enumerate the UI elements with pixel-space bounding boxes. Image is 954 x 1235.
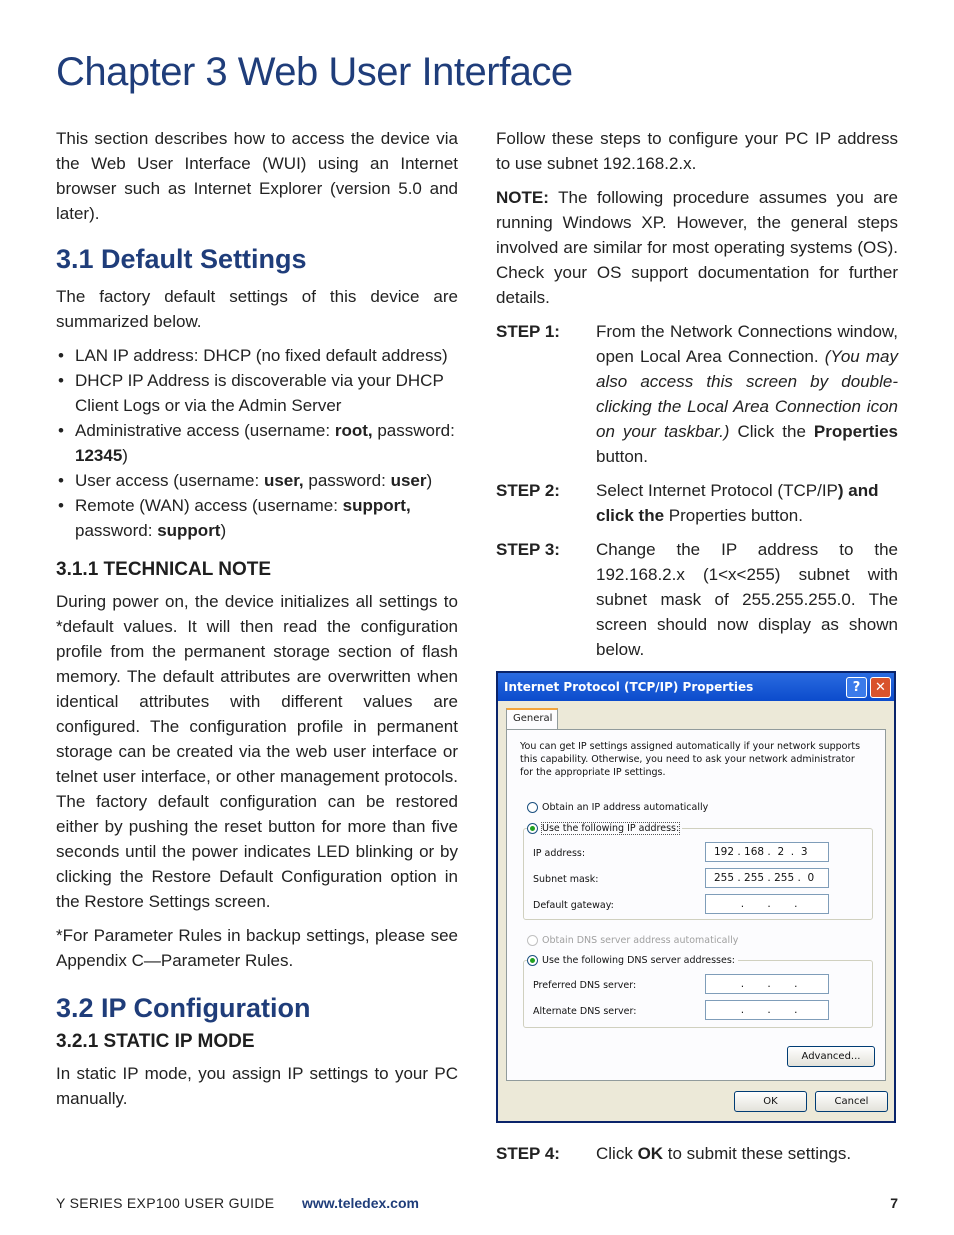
default-settings-list xyxy=(56,343,458,543)
static-ip-paragraph: In static IP mode, you assign IP settings to your PC manually. xyxy=(56,1064,458,1108)
radio-label: Use the following IP address: xyxy=(542,823,680,834)
step-text xyxy=(596,478,898,528)
default-gateway-label: Default gateway: xyxy=(533,900,614,911)
use-following-dns-option[interactable] xyxy=(527,955,738,966)
note-text: The following procedure assumes you are running Windows XP. However, the general steps involved are similar for most operating systems (OS). Check your OS support documentation for further details. xyxy=(496,188,898,307)
list-item-text: ) xyxy=(220,521,227,540)
obtain-ip-auto-option[interactable] xyxy=(527,802,708,813)
dialog-title: Internet Protocol (TCP/IP) Properties xyxy=(504,680,754,694)
step-italic-text: (You may also access this screen by double-clicking the Local Area Connection icon on your taskbar.) xyxy=(596,347,899,441)
step-text xyxy=(596,1141,898,1166)
list-item-text: password: xyxy=(303,471,391,490)
dialog-titlebar xyxy=(498,673,894,701)
tab-general[interactable]: General xyxy=(506,708,558,730)
username-value: root, xyxy=(334,421,373,440)
radio-label: Obtain an IP address automatically xyxy=(542,802,709,813)
step-label: STEP 3: xyxy=(496,540,560,559)
username-value: user, xyxy=(263,471,304,490)
subnet-mask-label: Subnet mask: xyxy=(533,874,599,885)
radio-button-icon[interactable] xyxy=(527,955,538,966)
radio-button-icon[interactable] xyxy=(527,935,538,946)
general-tab-panel xyxy=(506,729,886,1081)
right-column xyxy=(496,126,898,1175)
ip-address-label: IP address: xyxy=(533,848,586,859)
footer-guide-title: Y SERIES EXP100 USER GUIDE xyxy=(56,1195,275,1211)
cancel-button[interactable]: Cancel xyxy=(815,1091,888,1112)
static-ip-mode-heading: 3.2.1 STATIC IP MODE xyxy=(56,1031,255,1052)
ok-button[interactable]: OK xyxy=(734,1091,807,1112)
list-item-text: Remote (WAN) access (username: xyxy=(75,496,343,515)
list-item-text: ) xyxy=(426,471,433,490)
close-icon[interactable]: ✕ xyxy=(870,677,891,698)
step-1 xyxy=(496,319,898,469)
list-item-text: password: xyxy=(75,521,158,540)
list-item-text: User access (username: xyxy=(75,471,264,490)
step-text xyxy=(596,319,898,469)
default-gateway-field[interactable]: . . . xyxy=(705,894,829,914)
alternate-dns-field[interactable]: . . . xyxy=(705,1000,829,1020)
password-value: 12345 xyxy=(75,446,123,465)
use-following-ip-option[interactable] xyxy=(527,823,682,834)
radio-label: Obtain DNS server address automatically xyxy=(542,935,739,946)
left-column xyxy=(56,126,458,1120)
chapter-title: Chapter 3 Web User Interface xyxy=(56,50,573,94)
parameter-rules-footnote: *For Parameter Rules in backup settings, please see Appendix C—Parameter Rules. xyxy=(56,926,458,970)
step-label: STEP 4: xyxy=(496,1144,560,1163)
technical-note-heading: 3.1.1 TECHNICAL NOTE xyxy=(56,559,272,580)
ip-address-field[interactable]: 192 . 168 . 2 . 3 xyxy=(705,842,829,862)
radio-button-icon[interactable] xyxy=(527,823,538,834)
step-text-part: Click xyxy=(596,1144,638,1163)
step-4 xyxy=(496,1141,898,1166)
dialog-description: You can get IP settings assigned automatically if your network supports this capability. Otherwise, you need to ask your network administrator for the appropriate IP settings. xyxy=(520,741,861,778)
list-item-text: ) xyxy=(122,446,128,465)
list-item xyxy=(56,368,458,418)
step-bold-text: OK xyxy=(637,1144,664,1163)
subnet-mask-field[interactable]: 255 . 255 . 255 . 0 xyxy=(705,868,829,888)
footer-website-link[interactable]: www.teledex.com xyxy=(302,1195,419,1211)
preferred-dns-field[interactable]: . . . xyxy=(705,974,829,994)
list-item xyxy=(56,418,458,468)
step-text-part: button. xyxy=(596,447,648,466)
step-label: STEP 1: xyxy=(496,322,560,341)
preferred-dns-label: Preferred DNS server: xyxy=(533,980,637,991)
obtain-dns-auto-option[interactable] xyxy=(527,935,738,946)
radio-label: Use the following DNS server addresses: xyxy=(542,955,735,966)
list-item-text: DHCP IP Address is discoverable via your DHCP Client Logs or via the Admin Server xyxy=(75,371,444,415)
help-icon[interactable]: ? xyxy=(846,677,867,698)
step-3 xyxy=(496,537,898,662)
step-bold-text: ) and click the xyxy=(596,481,879,525)
list-item-text: Administrative access (username: xyxy=(75,421,335,440)
list-item xyxy=(56,493,458,543)
username-value: support, xyxy=(342,496,411,515)
step-text-part: Properties button. xyxy=(664,506,803,525)
tcpip-properties-dialog xyxy=(496,671,896,1123)
advanced-button[interactable]: Advanced... xyxy=(787,1046,875,1067)
alternate-dns-label: Alternate DNS server: xyxy=(533,1006,637,1017)
default-settings-paragraph: The factory default settings of this device are summarized below. xyxy=(56,287,458,331)
list-item xyxy=(56,468,458,493)
step-2 xyxy=(496,478,898,528)
note-paragraph xyxy=(496,185,898,310)
password-value: support xyxy=(157,521,221,540)
step-text-part: Click the xyxy=(729,422,814,441)
section-ip-configuration-heading: 3.2 IP Configuration xyxy=(56,993,311,1023)
section-default-settings-heading: 3.1 Default Settings xyxy=(56,244,307,274)
step-text-part: to submit these settings. xyxy=(663,1144,852,1163)
list-item-text: LAN IP address: DHCP (no fixed default address) xyxy=(75,346,448,365)
step-bold-text: Properties xyxy=(813,422,898,441)
step-label: STEP 2: xyxy=(496,481,560,500)
technical-note-paragraph: During power on, the device initializes all settings to *default values. It will then read the configuration profile from the permanent storage section of flash memory. The default attributes are overwritten when identical attributes with different values are configured. The configuration profile in permanent storage can be created via the web user interface or telnet user interface, or other management protocols. The factory default configuration can be restored either by pushing the reset button for more than five seconds until the power indicates LED blinking or by clicking the Restore Default Configuration option in the Restore Settings screen. xyxy=(56,592,458,911)
list-item-text: password: xyxy=(372,421,455,440)
list-item xyxy=(56,343,458,368)
step-text: Change the IP address to the 192.168.2.x (1<x<255) subnet with subnet mask of 255.255.255.0. The screen should now display as shown below. xyxy=(596,540,898,659)
password-value: user xyxy=(390,471,427,490)
follow-steps-paragraph: Follow these steps to configure your PC IP address to use subnet 192.168.2.x. xyxy=(496,129,898,173)
step-text-part: Select Internet Protocol (TCP/IP xyxy=(596,481,838,500)
intro-paragraph: This section describes how to access the device via the Web User Interface (WUI) using an Internet browser such as Internet Explorer (version 5.0 and later). xyxy=(56,129,458,223)
radio-button-icon[interactable] xyxy=(527,802,538,813)
step-text-part: From the Network Connections window, open Local Area Connection. xyxy=(596,322,898,366)
note-label: NOTE: xyxy=(496,188,549,207)
page-number: 7 xyxy=(890,1195,898,1211)
